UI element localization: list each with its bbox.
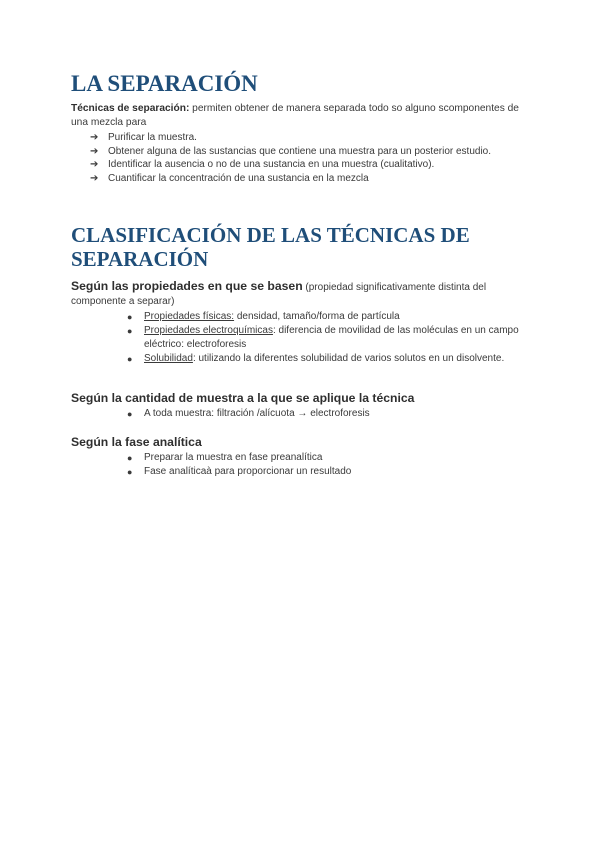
list-item (127, 465, 541, 479)
list-item (127, 407, 541, 421)
bullet-icon: ● (127, 326, 133, 336)
list-item-text: A toda muestra: filtración /alícuota → electroforesis (144, 408, 370, 419)
list-item-text: Purificar la muestra. (108, 132, 197, 143)
list-item (127, 310, 541, 324)
bullet-icon: ● (127, 467, 133, 477)
document-content (71, 70, 541, 479)
item-label: Propiedades físicas: (144, 311, 235, 322)
list-item (90, 131, 541, 145)
item-text: densidad, tamaño/forma de partícula (234, 311, 400, 322)
bullet-icon: ● (127, 453, 133, 463)
item-label: Solubilidad (144, 353, 193, 364)
intro-text-2: una mezcla para (71, 116, 147, 128)
arrow-icon: ➔ (90, 172, 99, 184)
bullet-icon: ● (127, 354, 133, 364)
subheading-note: (propiedad significativamente distinta del (302, 282, 487, 293)
bullet-icon: ● (127, 312, 133, 322)
list-item-text: Obtener alguna de las sustancias que contiene una muestra para un posterior estudio. (108, 145, 492, 157)
item-text: : utilizando la diferentes solubilidad de varios solutos en un disolvente. (192, 353, 505, 364)
subheading-fase: Según la fase analítica (71, 435, 202, 449)
title-line-1: CLASIFICACIÓN DE LAS TÉCNICAS DE (71, 223, 470, 247)
list-item (127, 451, 541, 465)
list-item (90, 145, 541, 159)
list-item-text: Fase analíticaà para proporcionar un resultado (144, 466, 352, 477)
arrow-icon: ➔ (90, 132, 99, 143)
list-item-text: Cuantificar la concentración de una sustancia en la mezcla (108, 172, 369, 184)
item-label: Propiedades electroquímicas (144, 325, 273, 336)
title-line-2: SEPARACIÓN (71, 247, 209, 271)
list-item-text: Identificar la ausencia o no de una sustancia en una muestra (cualitativo). (108, 159, 435, 170)
list-item (127, 352, 541, 366)
propiedades-list (71, 310, 541, 366)
classification-section (71, 223, 541, 479)
section-title-separacion: LA SEPARACIÓN (71, 71, 258, 96)
item-text-2: eléctrico: electroforesis (144, 339, 247, 350)
list-item-text: Preparar la muestra en fase preanalítica (144, 452, 323, 463)
subheading-propiedades (71, 279, 541, 295)
list-item (90, 158, 541, 172)
subheading-text: Según las propiedades en que se basen (71, 279, 303, 293)
section-title-clasificacion (71, 223, 541, 271)
item-text: : diferencia de movilidad de las moléculas en un campo (272, 325, 519, 336)
intro-text-1: permiten obtener de manera separada todo so alguno scomponentes de (189, 103, 519, 114)
list-item (127, 324, 541, 352)
intro-paragraph (71, 102, 541, 129)
arrow-icon: ➔ (90, 145, 99, 157)
bullet-icon: ● (127, 409, 133, 419)
subheading-continuation: componente a separar) (71, 296, 175, 307)
purpose-list (71, 131, 541, 185)
cantidad-list (71, 407, 541, 421)
subheading-cantidad: Según la cantidad de muestra a la que se aplique la técnica (71, 391, 415, 405)
fase-list (71, 451, 541, 479)
list-item (90, 172, 541, 186)
intro-term: Técnicas de separación: (71, 103, 190, 114)
arrow-icon: ➔ (90, 159, 99, 170)
